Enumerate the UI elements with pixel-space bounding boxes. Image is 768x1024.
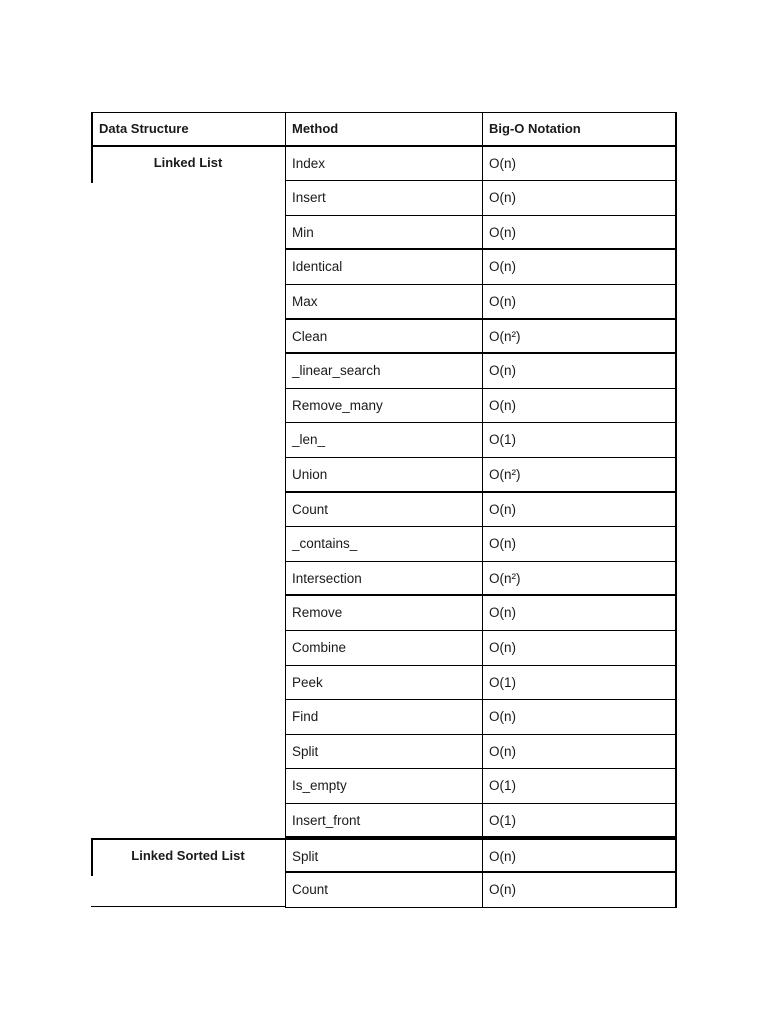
bottom-rule	[91, 906, 286, 907]
method-cell: _contains_	[285, 527, 482, 562]
method-cell: Insert_front	[285, 804, 482, 839]
table-row	[91, 285, 677, 320]
big-o-cell: O(n)	[482, 527, 677, 562]
table-row	[91, 700, 677, 735]
empty-structure-cell	[91, 631, 285, 666]
method-cell: Intersection	[285, 562, 482, 597]
method-cell: Union	[285, 458, 482, 493]
table-row	[91, 527, 677, 562]
big-o-cell: O(n)	[482, 354, 677, 389]
method-cell: Identical	[285, 250, 482, 285]
big-o-cell: O(1)	[482, 666, 677, 701]
method-cell: Clean	[285, 320, 482, 355]
big-o-cell: O(1)	[482, 423, 677, 458]
empty-structure-cell	[91, 181, 285, 216]
method-cell: _len_	[285, 423, 482, 458]
empty-structure-cell	[91, 493, 285, 528]
table-row	[91, 631, 677, 666]
empty-structure-cell	[91, 423, 285, 458]
table-row	[91, 873, 677, 908]
table-row	[91, 147, 677, 182]
empty-structure-cell	[91, 596, 285, 631]
method-cell: Combine	[285, 631, 482, 666]
table-row	[91, 666, 677, 701]
method-cell: _linear_search	[285, 354, 482, 389]
method-cell: Find	[285, 700, 482, 735]
empty-structure-cell	[91, 700, 285, 735]
big-o-cell: O(n)	[482, 700, 677, 735]
method-cell: Is_empty	[285, 769, 482, 804]
header-big-o: Big-O Notation	[482, 113, 677, 145]
big-o-cell: O(n²)	[482, 458, 677, 493]
empty-structure-cell	[91, 250, 285, 285]
table-row	[91, 804, 677, 839]
empty-structure-cell	[91, 769, 285, 804]
empty-structure-cell	[91, 320, 285, 355]
header-data-structure: Data Structure	[91, 113, 285, 145]
big-o-cell: O(n)	[482, 389, 677, 424]
data-structure-label: Linked Sorted List	[91, 840, 285, 873]
table-row	[91, 562, 677, 597]
big-o-cell: O(n)	[482, 147, 677, 182]
big-o-cell: O(n)	[482, 250, 677, 285]
big-o-cell: O(n)	[482, 873, 677, 908]
empty-structure-cell	[91, 804, 285, 839]
big-o-cell: O(n²)	[482, 320, 677, 355]
empty-structure-cell	[91, 562, 285, 597]
empty-structure-cell	[91, 735, 285, 770]
method-cell: Min	[285, 216, 482, 251]
big-o-cell: O(n)	[482, 596, 677, 631]
table-row	[91, 423, 677, 458]
big-o-cell: O(n²)	[482, 562, 677, 597]
header-method: Method	[285, 113, 482, 145]
table-row	[91, 458, 677, 493]
empty-structure-cell	[91, 354, 285, 389]
empty-structure-cell	[91, 216, 285, 251]
big-o-cell: O(1)	[482, 804, 677, 839]
big-o-cell: O(n)	[482, 735, 677, 770]
table-row	[91, 838, 677, 873]
method-cell: Split	[285, 840, 482, 873]
big-o-cell: O(n)	[482, 493, 677, 528]
table-body	[91, 147, 677, 908]
table-row	[91, 735, 677, 770]
table-row	[91, 354, 677, 389]
method-cell: Remove_many	[285, 389, 482, 424]
data-structure-label: Linked List	[91, 147, 285, 182]
method-cell: Split	[285, 735, 482, 770]
table-row	[91, 493, 677, 528]
table-row	[91, 181, 677, 216]
table-row	[91, 250, 677, 285]
table-header-row	[91, 112, 677, 147]
empty-structure-cell	[91, 458, 285, 493]
table-row	[91, 216, 677, 251]
method-cell: Count	[285, 493, 482, 528]
table-row	[91, 596, 677, 631]
empty-structure-cell	[91, 527, 285, 562]
method-cell: Peek	[285, 666, 482, 701]
big-o-cell: O(n)	[482, 216, 677, 251]
empty-structure-cell	[91, 389, 285, 424]
big-o-cell: O(n)	[482, 181, 677, 216]
method-cell: Remove	[285, 596, 482, 631]
method-cell: Count	[285, 873, 482, 908]
table-row	[91, 320, 677, 355]
empty-structure-cell	[91, 666, 285, 701]
table-row	[91, 769, 677, 804]
big-o-cell: O(n)	[482, 285, 677, 320]
big-o-cell: O(1)	[482, 769, 677, 804]
big-o-cell: O(n)	[482, 840, 677, 873]
method-cell: Max	[285, 285, 482, 320]
big-o-table	[91, 112, 677, 908]
big-o-cell: O(n)	[482, 631, 677, 666]
method-cell: Insert	[285, 181, 482, 216]
empty-structure-cell	[91, 285, 285, 320]
empty-structure-cell	[91, 873, 285, 908]
method-cell: Index	[285, 147, 482, 182]
table-row	[91, 389, 677, 424]
